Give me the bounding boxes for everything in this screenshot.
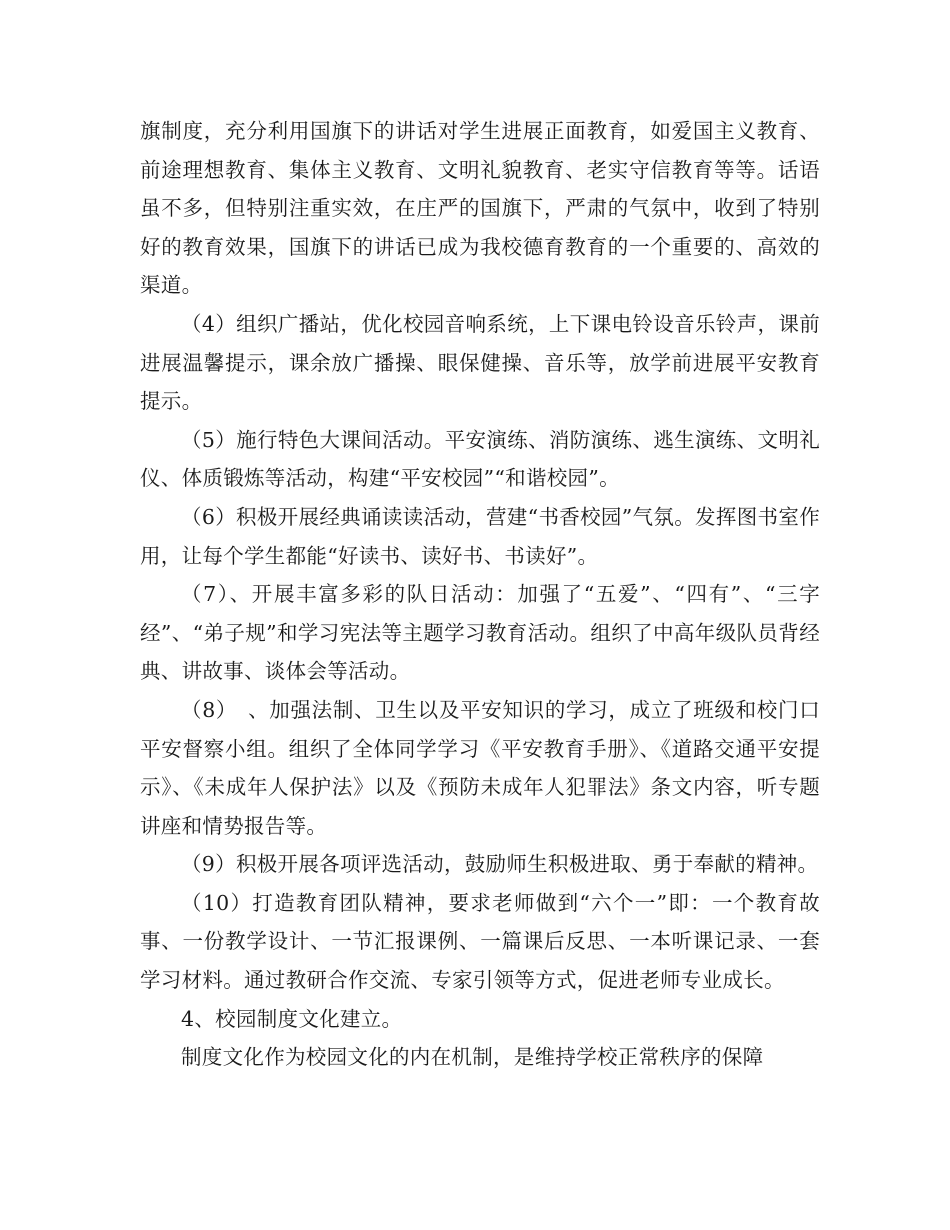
paragraph-item-8-legal-safety: （8） 、加强法制、卫生以及平安知识的学习，成立了班级和校门口平安督察小组。组织了全体同学学习《平安教育手册》、《道路交通平安提示》、《未成年人保护法》以及《预防未成年人犯罪法》条文内容，听专题讲座和情势报告等。: [140, 697, 820, 838]
document-page: [140, 112, 820, 1077]
section-heading-institutional-culture: 4、校园制度文化建立。: [181, 1006, 403, 1031]
paragraph-item-5-activities: （5）施行特色大课间活动。平安演练、消防演练、逃生演练、文明礼仪、体质锻炼等活动，构建“平安校园”“和谐校园”。: [140, 427, 820, 491]
paragraph-institutional-culture: 制度文化作为校园文化的内在机制，是维持学校正常秩序的保障: [181, 1045, 764, 1070]
paragraph-flag-speech: 旗制度，充分利用国旗下的讲话对学生进展正面教育，如爱国主义教育、前途理想教育、集体主义教育、文明礼貌教育、老实守信教育等等。话语虽不多，但特别注重实效，在庄严的国旗下，严肃的气氛中，收到了特别好的教育效果，国旗下的讲话已成为我校德育教育的一个重要的、高效的渠道。: [140, 119, 820, 298]
paragraph-item-9-evaluation: （9）积极开展各项评选活动，鼓励师生积极进取、勇于奉献的精神。: [181, 852, 819, 877]
paragraph-item-6-reading: （6）积极开展经典诵读读活动，营建“书香校园”气氛。发挥图书室作用，让每个学生都能“好读书、读好书、书读好”。: [140, 504, 820, 568]
paragraph-item-10-teaching-team: （10）打造教育团队精神，要求老师做到“六个一”即：一个教育故事、一份教学设计、一节汇报课例、一篇课后反思、一本听课记录、一套学习材料。通过教研合作交流、专家引领等方式，促进老师专业成长。: [140, 890, 820, 993]
paragraph-item-4-broadcast: （4）组织广播站，优化校园音响系统，上下课电铃设音乐铃声，课前进展温馨提示，课余放广播操、眼保健操、音乐等，放学前进展平安教育提示。: [140, 311, 820, 414]
paragraph-item-7-team-day: （7）、开展丰富多彩的队日活动：加强了“五爱”、“四有”、“三字经”、“弟子规”和学习宪法等主题学习教育活动。组织了中高年级队员背经典、讲故事、谈体会等活动。: [140, 582, 820, 684]
